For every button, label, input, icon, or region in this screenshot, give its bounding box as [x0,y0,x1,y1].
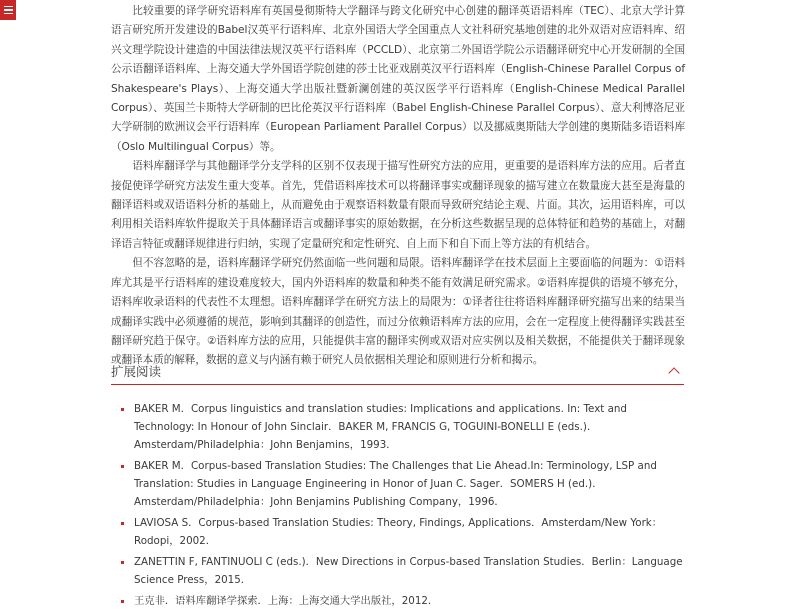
chevron-up-icon[interactable] [668,367,679,378]
menu-button[interactable] [0,0,16,20]
article-body [111,2,685,371]
reference-list [121,400,683,613]
list-item: 王克非．语料库翻译学探索．上海：上海交通大学出版社，2012． [121,592,683,610]
list-item: BAKER M．Corpus linguistics and translation studies: Implications and applications. In: Text and Technology: In Honour of John Sinclair．BAKER M, FRANCIS G, TOGUINI-BONELLI E (eds.)．Amsterdam/Philadelphia：John Benjamins，1993． [121,400,683,454]
list-item: ZANETTIN F, FANTINUOLI C (eds.)．New Directions in Corpus-based Translation Studies．Berlin：Language Science Press，2015． [121,553,683,589]
paragraph: 但不容忽略的是，语料库翻译学研究仍然面临一些问题和局限。语料库翻译学在技术层面上主要面临的问题为：①语料库尤其是平行语料库的建设难度较大，国内外语料库的数量和种类不能有效满足研究需求。②语料库提供的语境不够充分，语料库收录语料的代表性不太理想。语料库翻译学在研究方法上的局限为：①译者往往将语料库翻译研究描写出来的结果当成翻译实践中必须遵循的规范，影响到其翻译的创造性，而过分依赖语料库方法的应用，会在一定程度上使得翻译实践甚至翻译研究趋于保守。②语料库方法的应用，只能提供丰富的翻译实例或双语对应实例以及相关数据，不能提供关于翻译现象或翻译本质的解释，数据的意义与内涵有赖于研究人员依据相关理论和原则进行分析和揭示。 [111,257,685,367]
list-item: LAVIOSA S．Corpus-based Translation Studies: Theory, Findings, Applications．Amsterdam/New York：Rodopi，2002． [121,514,683,550]
further-reading-header[interactable] [111,358,684,385]
paragraph: 比较重要的译学研究语料库有英国曼彻斯特大学翻译与跨文化研究中心创建的翻译英语语料库（TEC）、北京大学计算语言研究所开发建设的Babel汉英平行语料库、北京外国语大学全国重点人文社科研究基地创建的北外双语对应语料库、绍兴文理学院设计建造的中国法律法规汉英平行语料库（PCCLD）、北京第二外国语学院公示语翻译研究中心开发研制的全国公示语翻译语料库、上海交通大学外国语学院创建的莎士比亚戏剧英汉平行语料库（English-Chinese Parallel Corpus of Shakespeare's Plays）、上海交通大学出版社暨新澜创建的英汉医学平行语料库（English-Chinese Medical Parallel Corpus）、英国兰卡斯特大学研制的巴比伦英汉平行语料库（Babel English-Chinese Parallel Corpus）、意大利博洛尼亚大学研制的欧洲议会平行语料库（European Parliament Parallel Corpus）以及挪威奥斯陆大学创建的奥斯陆多语语料库（Oslo Multilingual Corpus）等。 [111,5,685,153]
list-item: BAKER M．Corpus-based Translation Studies: The Challenges that Lie Ahead.In: Terminology, LSP and Translation: Studies in Language Engineering in Honor of Juan C. Sager．SOMERS H (ed.)．Amsterdam/Philadelphia：John Benjamins Publishing Company，1996． [121,457,683,511]
paragraph: 语料库翻译学与其他翻译学分支学科的区别不仅表现于描写性研究方法的应用，更重要的是语料库方法的应用。后者直接促使译学研究方法发生重大变革。首先，凭借语料库技术可以将翻译事实或翻译现象的描写建立在数量庞大甚至是海量的翻译语料或双语语料分析的基础上，从而避免由于观察语料数量有限而导致研究结论主观、片面。其次，运用语料库，可以利用相关语料库软件提取关于具体翻译语言或翻译事实的原始数据，在分析这些数据呈现的总体特征和趋势的基础上，对翻译语言特征或翻译规律进行归纳，实现了定量研究和定性研究、自上而下和自下而上等方法的有机结合。 [111,160,685,250]
hamburger-menu-icon [4,6,13,8]
section-title: 扩展阅读 [111,364,162,379]
